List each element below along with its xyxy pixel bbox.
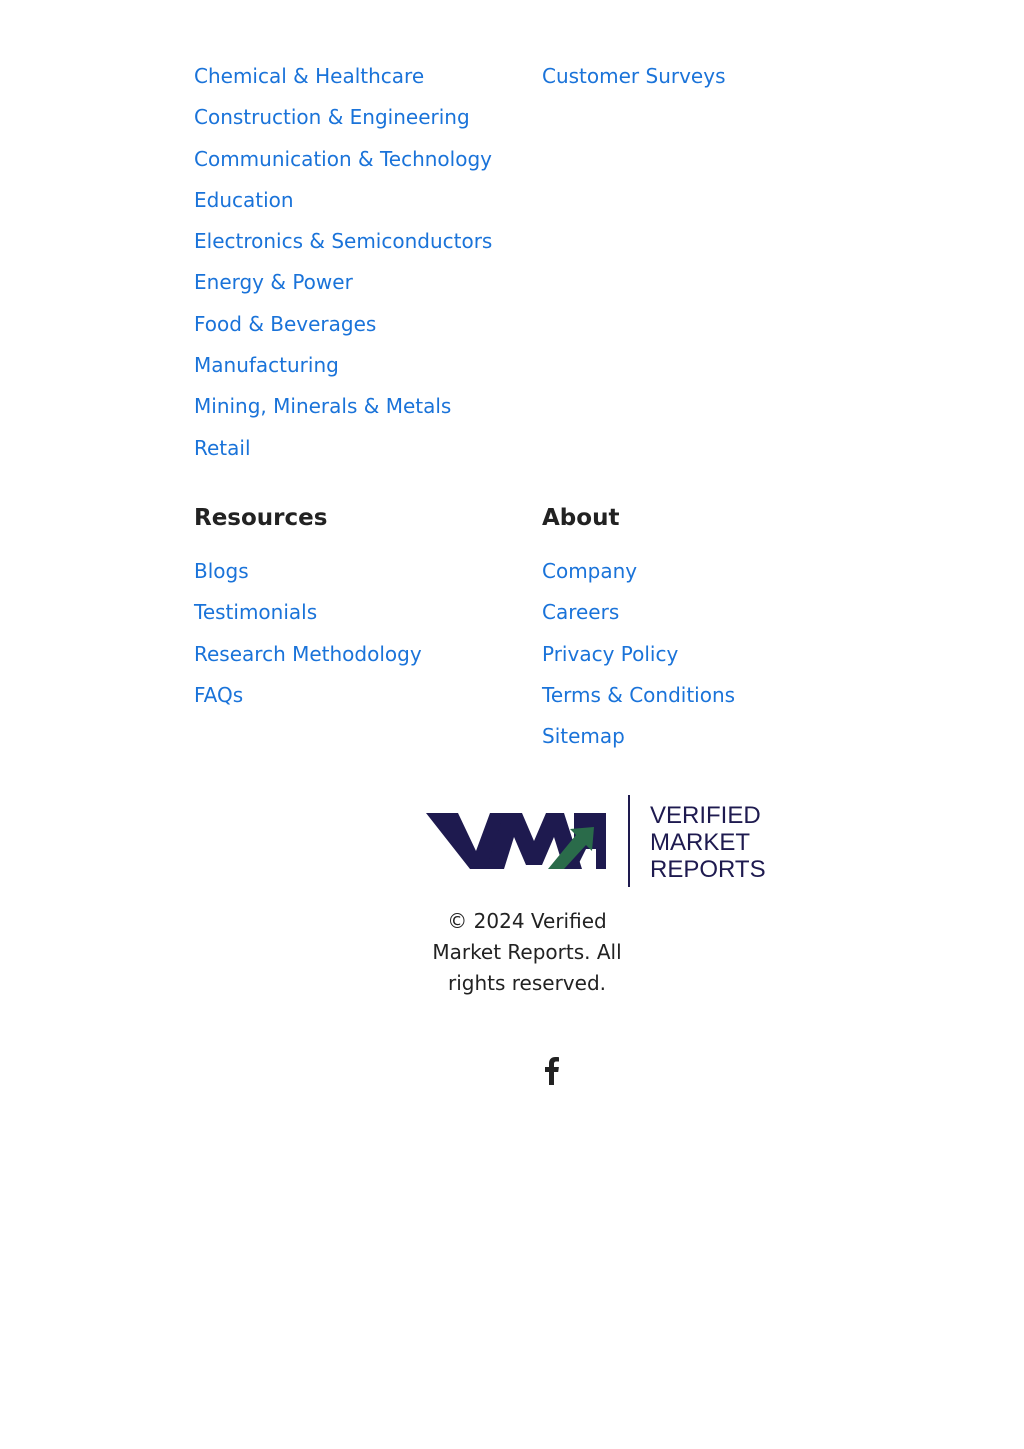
industry-link-manufacturing[interactable]: Manufacturing [194,353,339,378]
copyright-line-3: rights reserved. [448,971,606,995]
service-link-customer-surveys[interactable]: Customer Surveys [542,64,726,88]
industries-list [194,64,492,477]
vmr-logo-mark [424,795,766,887]
about-heading: About [542,505,620,531]
about-link-sitemap[interactable]: Sitemap [542,724,625,749]
facebook-icon[interactable] [540,1057,564,1085]
resources-link-blogs[interactable]: Blogs [194,559,249,583]
industry-link-energy-power[interactable]: Energy & Power [194,270,353,295]
copyright-line-2: Market Reports. All [432,940,622,964]
resources-heading: Resources [194,505,328,531]
industry-link-retail[interactable]: Retail [194,435,251,460]
industry-link-chemical-healthcare[interactable]: Chemical & Healthcare [194,64,425,88]
about-link-careers[interactable]: Careers [542,600,620,625]
industry-link-mining-minerals-metals[interactable]: Mining, Minerals & Metals [194,394,452,419]
industry-link-education[interactable]: Education [194,187,294,212]
industry-link-communication-technology[interactable]: Communication & Technology [194,146,492,171]
logo-text-line3: REPORTS [650,856,766,883]
about-section [542,504,735,765]
about-link-privacy-policy[interactable]: Privacy Policy [542,641,679,666]
resources-section [194,504,422,724]
copyright-text [420,906,634,999]
logo-text-line2: MARKET [650,829,751,856]
vmr-logo[interactable] [424,795,766,887]
industry-link-food-beverages[interactable]: Food & Beverages [194,311,377,336]
resources-link-research-methodology[interactable]: Research Methodology [194,641,422,666]
about-link-terms-conditions[interactable]: Terms & Conditions [542,682,736,707]
services-list [542,64,726,105]
industry-link-construction-engineering[interactable]: Construction & Engineering [194,105,470,130]
logo-text-line1: VERIFIED [650,802,761,829]
resources-link-faqs[interactable]: FAQs [194,682,244,707]
about-link-company[interactable]: Company [542,559,638,583]
industry-link-electronics-semiconductors[interactable]: Electronics & Semiconductors [194,229,493,254]
copyright-line-1: © 2024 Verified [447,909,607,933]
resources-link-testimonials[interactable]: Testimonials [194,600,318,625]
